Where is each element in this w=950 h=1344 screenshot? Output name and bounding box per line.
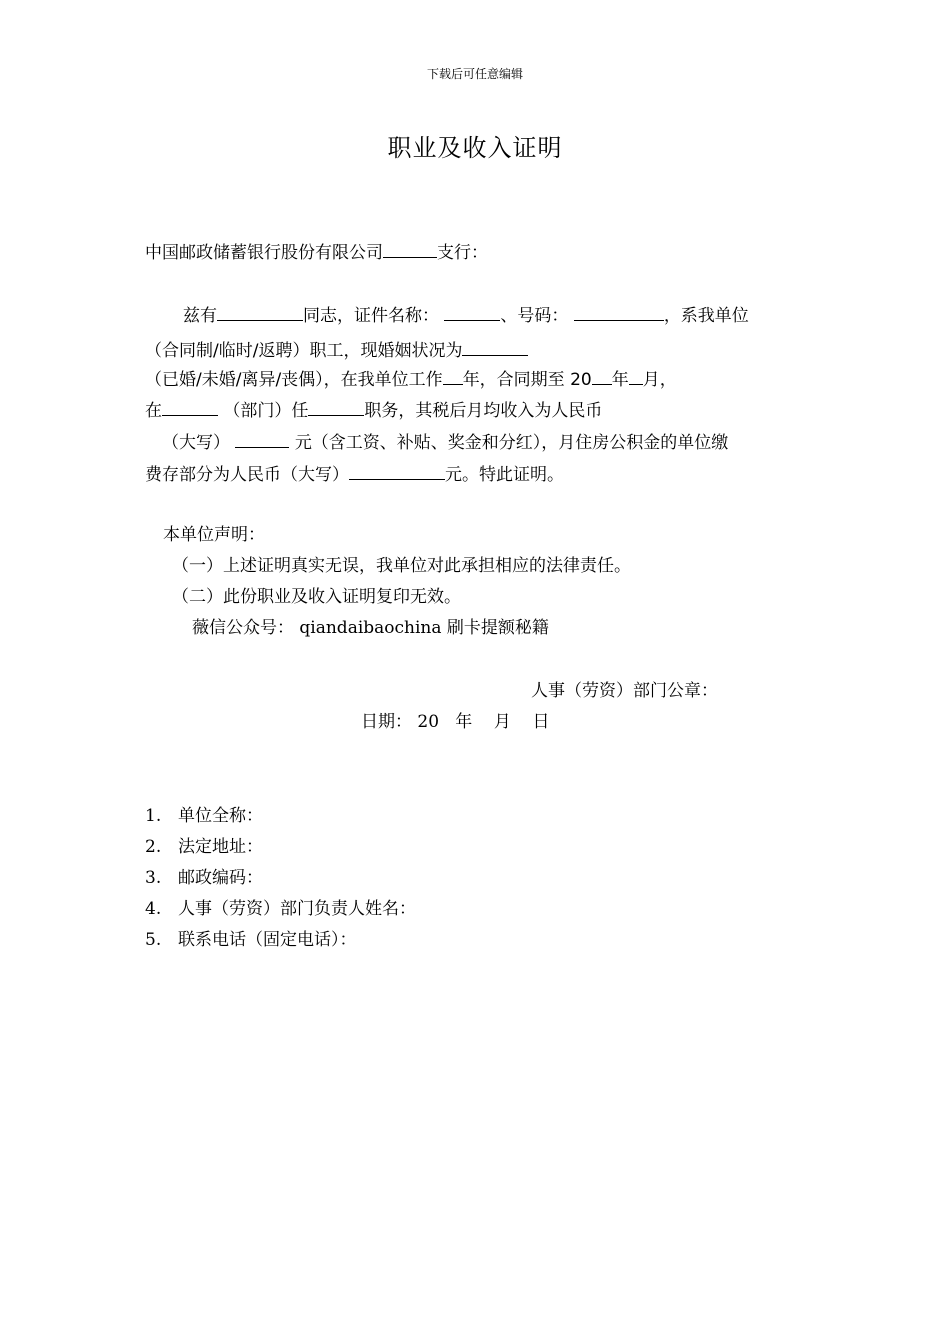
fund-blank — [349, 465, 445, 480]
date-year: 年 — [455, 712, 473, 732]
department-blank — [162, 401, 218, 416]
text-l2-a: （合同制/临时/返聘）职工，现婚姻状况为 — [145, 341, 463, 361]
addressee-branch-suffix: 支行： — [437, 243, 488, 263]
field-number: 1. — [145, 806, 162, 826]
text-l6-a: 费存部分为人民币（大写） — [145, 465, 349, 485]
seal-label: 人事（劳资）部门公章： — [531, 681, 718, 701]
wechat-line — [192, 620, 549, 637]
text-l6-b: 元。特此证明。 — [445, 465, 564, 485]
field-number: 5. — [145, 930, 162, 950]
text-l3-a: （已婚/未婚/离异/丧偶），在我单位工作 — [145, 370, 443, 390]
paragraph-line-3 — [145, 370, 677, 389]
id-number-blank — [574, 306, 664, 321]
years-blank — [443, 370, 463, 385]
wechat-id: qiandaibaochina — [299, 618, 442, 638]
position-blank — [308, 401, 364, 416]
date-year-prefix: 20 — [417, 712, 440, 732]
text-l4-a: 在 — [145, 401, 162, 421]
paragraph-line-6 — [145, 465, 564, 484]
field-label: 人事（劳资）部门负责人姓名： — [178, 899, 416, 919]
text-l3-d: 月， — [642, 370, 677, 390]
header-note: 下载后可任意编辑 — [426, 67, 523, 81]
text-l1-c: 、号码： — [500, 306, 569, 326]
text-l1-a: 兹有 — [183, 306, 217, 326]
text-l3-b: 年，合同期至 20 — [462, 370, 592, 390]
date-day: 日 — [532, 712, 550, 732]
declaration-item-2: （二）此份职业及收入证明复印无效。 — [172, 587, 461, 607]
income-blank — [235, 433, 289, 448]
declaration-item-1: （一）上述证明真实无误，我单位对此承担相应的法律责任。 — [172, 556, 631, 576]
field-item — [145, 870, 263, 887]
date-line — [361, 714, 550, 731]
text-l4-b: （部门）任 — [223, 401, 309, 421]
field-item — [145, 808, 263, 825]
field-item — [145, 932, 357, 949]
field-label: 联系电话（固定电话）： — [178, 930, 357, 950]
text-l1-d: ，系我单位 — [663, 306, 749, 326]
text-l5-b: 元（含工资、补贴、奖金和分红），月住房公积金的单位缴 — [294, 433, 729, 453]
text-l5-a: （大写） — [162, 433, 230, 453]
paragraph-line-2 — [145, 341, 528, 360]
declaration-heading: 本单位声明： — [163, 525, 265, 545]
text-l4-c: 职务，其税后月均收入为人民币 — [364, 401, 603, 421]
addressee-line — [145, 243, 488, 262]
contract-month-blank — [629, 370, 643, 385]
addressee-bank: 中国邮政储蓄银行股份有限公司 — [145, 243, 383, 263]
wechat-suffix: 刷卡提额秘籍 — [446, 618, 549, 638]
text-l3-c: 年 — [611, 370, 629, 390]
field-item — [145, 901, 416, 918]
wechat-label: 薇信公众号： — [192, 618, 294, 638]
paragraph-line-5 — [162, 433, 728, 452]
field-item — [145, 839, 263, 856]
field-label: 邮政编码： — [178, 868, 263, 888]
marital-blank — [462, 341, 528, 356]
document-title: 职业及收入证明 — [387, 134, 563, 162]
text-l1-b: 同志，证件名称： — [303, 306, 439, 326]
date-month: 月 — [493, 712, 511, 732]
paragraph-line-1 — [183, 306, 749, 325]
branch-blank — [383, 243, 437, 258]
field-label: 单位全称： — [178, 806, 263, 826]
contract-year-blank — [592, 370, 612, 385]
id-type-blank — [444, 306, 500, 321]
field-number: 4. — [145, 899, 162, 919]
date-label: 日期： — [361, 712, 412, 732]
paragraph-line-4 — [145, 401, 602, 420]
field-number: 3. — [145, 868, 162, 888]
field-number: 2. — [145, 837, 162, 857]
name-blank — [217, 306, 303, 321]
field-label: 法定地址： — [178, 837, 263, 857]
